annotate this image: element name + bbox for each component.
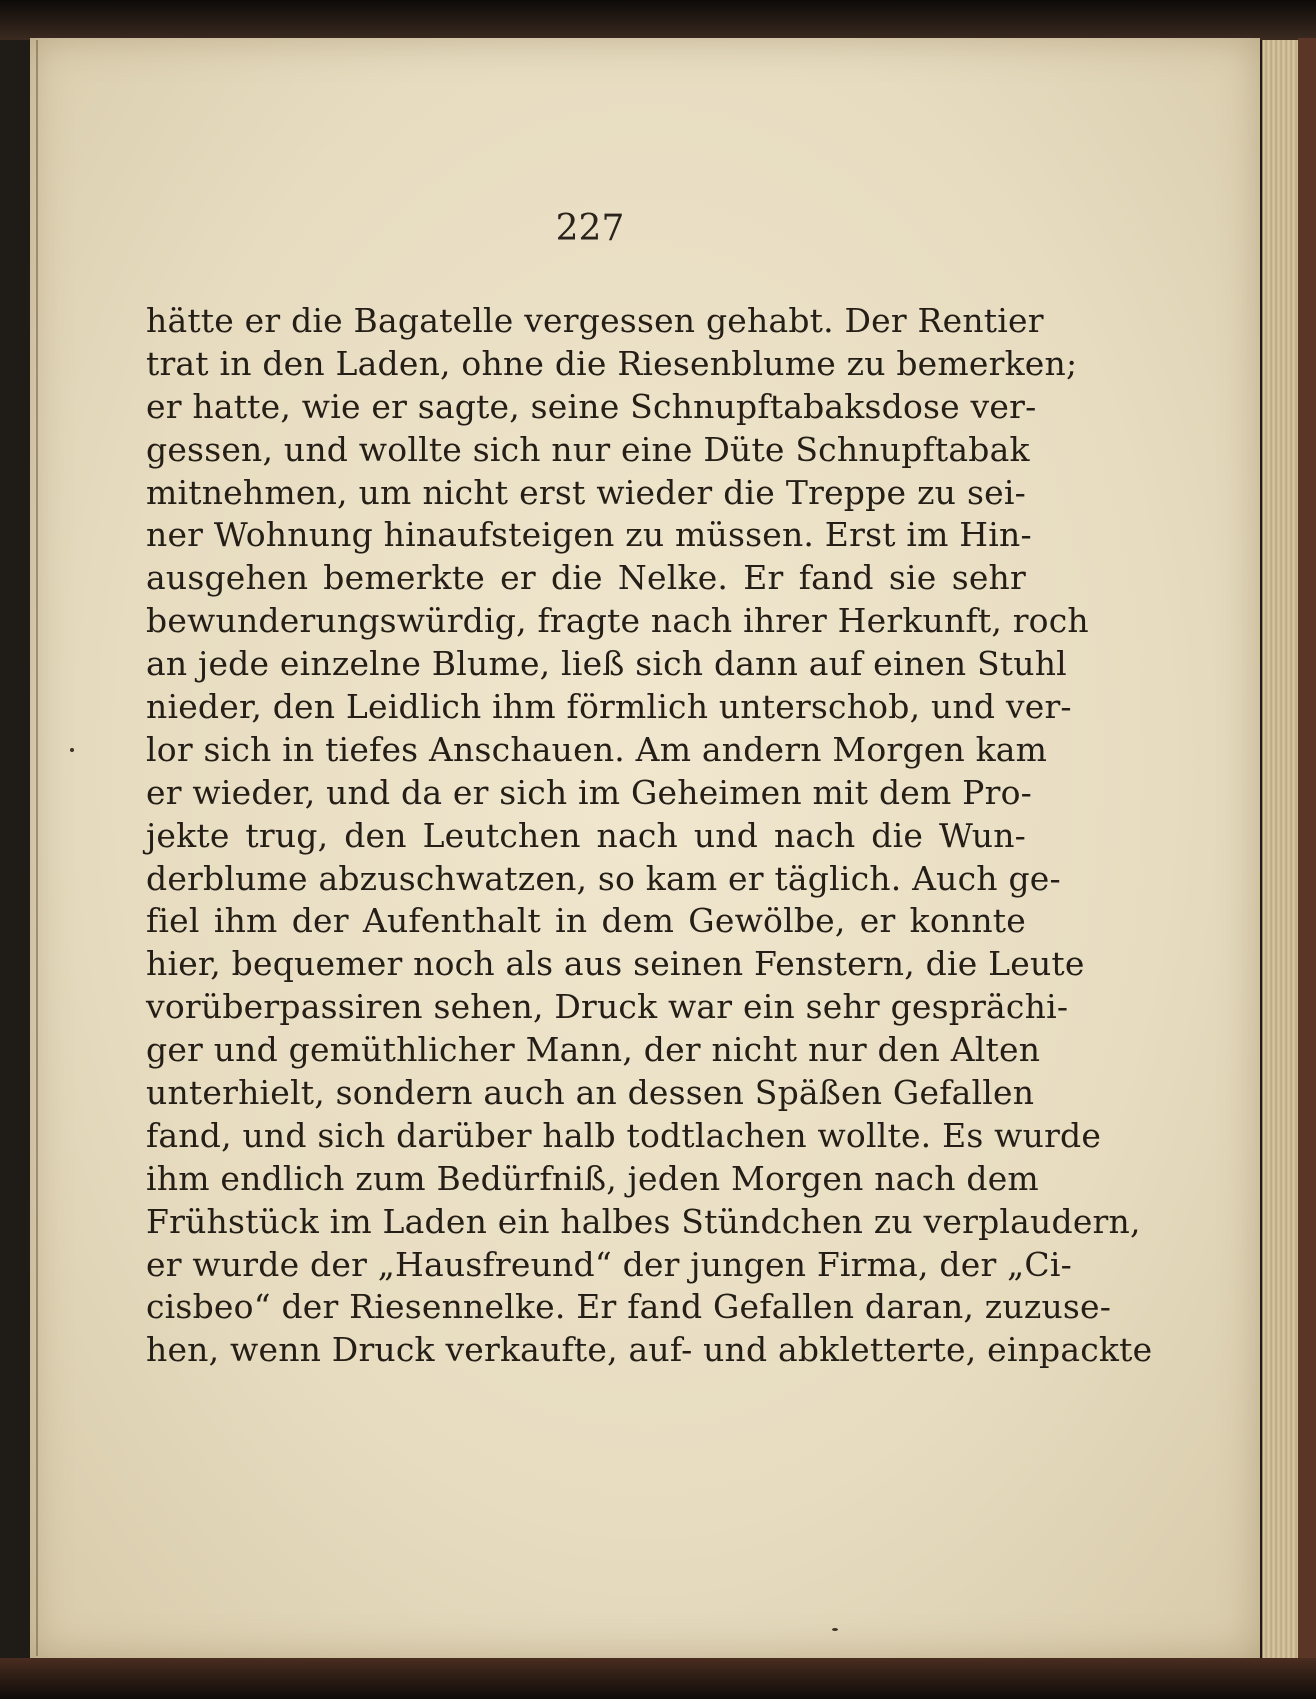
text-line: er wurde der „Hausfreund“ der jungen Firma, der „Ci- bbox=[146, 1244, 1072, 1284]
text-line: fand, und sich darüber halb todtlachen wollte. Es wurde bbox=[146, 1115, 1102, 1155]
text-line: unterhielt, sondern auch an dessen Späßen Gefallen bbox=[146, 1073, 1035, 1113]
text-line: bewunderungswürdig, fragte nach ihrer Herkunft, roch bbox=[146, 601, 1089, 641]
paper-speck bbox=[70, 748, 74, 752]
text-line: jekte trug, den Leutchen nach und nach die Wun- bbox=[146, 815, 1026, 855]
page-fore-edge bbox=[1262, 40, 1301, 1660]
text-line: er hatte, wie er sagte, seine Schnupftabaksdose ver- bbox=[146, 386, 1037, 426]
gutter-line bbox=[36, 40, 38, 1656]
book-top-edge bbox=[0, 0, 1316, 40]
text-line: derblume abzuschwatzen, so kam er täglich. Auch ge- bbox=[146, 858, 1061, 898]
text-line: hen, wenn Druck verkaufte, auf- und abkletterte, einpackte bbox=[146, 1330, 1153, 1370]
book-cover-edge bbox=[1298, 38, 1316, 1662]
text-line: mitnehmen, um nicht erst wieder die Treppe zu sei- bbox=[146, 472, 1026, 512]
text-line: ausgehen bemerkte er die Nelke. Er fand sie sehr bbox=[146, 558, 1026, 598]
book-bottom-edge bbox=[0, 1658, 1316, 1699]
text-line: hätte er die Bagatelle vergessen gehabt. Der Rentier bbox=[146, 301, 1044, 340]
body-text bbox=[146, 300, 1153, 1372]
text-line: vorüberpassiren sehen, Druck war ein sehr gesprächi- bbox=[146, 987, 1069, 1027]
text-line: trat in den Laden, ohne die Riesenblume zu bemerken; bbox=[146, 343, 1078, 383]
page-number: 227 bbox=[555, 208, 625, 249]
paper-speck bbox=[832, 1628, 838, 1631]
text-line: nieder, den Leidlich ihm förmlich unterschob, und ver- bbox=[146, 687, 1072, 727]
text-line: an jede einzelne Blume, ließ sich dann auf einen Stuhl bbox=[146, 644, 1067, 684]
text-line: ihm endlich zum Bedürfniß, jeden Morgen nach dem bbox=[146, 1158, 1039, 1198]
text-line: hier, bequemer noch als aus seinen Fenstern, die Leute bbox=[146, 944, 1085, 984]
text-line: lor sich in tiefes Anschauen. Am andern Morgen kam bbox=[146, 729, 1048, 769]
text-line: Frühstück im Laden ein halbes Stündchen zu verplaudern, bbox=[146, 1201, 1141, 1241]
text-line: ner Wohnung hinaufsteigen zu müssen. Erst im Hin- bbox=[146, 515, 1032, 555]
text-line: cisbeo“ der Riesennelke. Er fand Gefallen daran, zuzuse- bbox=[146, 1287, 1112, 1327]
text-line: ger und gemüthlicher Mann, der nicht nur den Alten bbox=[146, 1030, 1041, 1070]
text-line: er wieder, und da er sich im Geheimen mit dem Pro- bbox=[146, 772, 1032, 812]
text-line: fiel ihm der Aufenthalt in dem Gewölbe, er konnte bbox=[146, 901, 1026, 941]
text-line: gessen, und wollte sich nur eine Düte Schnupftabak bbox=[146, 429, 1030, 469]
